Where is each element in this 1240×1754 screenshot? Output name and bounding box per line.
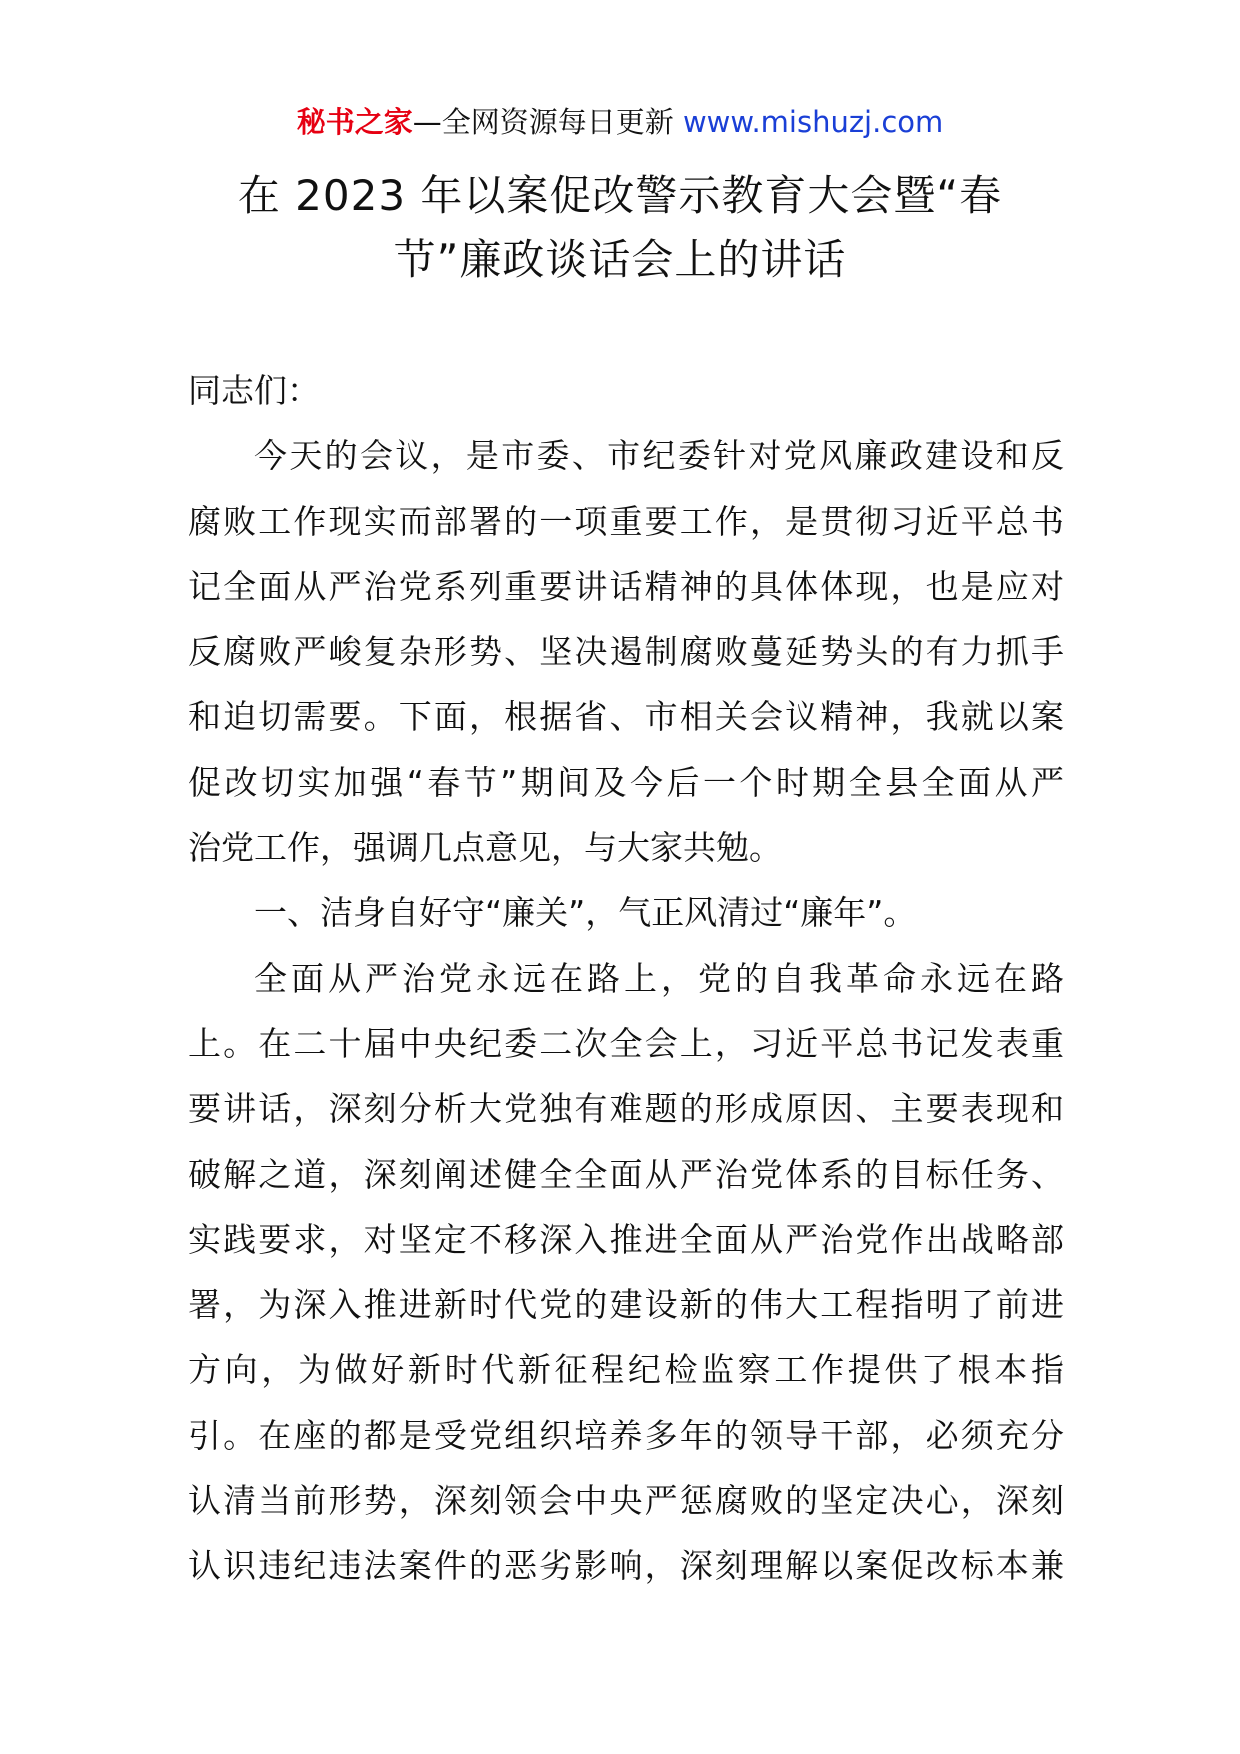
paragraph-2-line-5: 实践要求，对坚定不移深入推进全面从严治党作出战略部: [188, 1219, 1064, 1259]
title-line-1: 在 2023 年以案促改警示教育大会暨“春: [237, 171, 1003, 220]
site-url-link[interactable]: www.mishuzj.com: [682, 105, 944, 139]
paragraph-1-line-4: 反腐败严峻复杂形势、坚决遏制腐败蔓延势头的有力抓手: [188, 632, 1064, 672]
paragraph-2-line-6: 署，为深入推进新时代党的建设新的伟大工程指明了前进: [188, 1285, 1064, 1325]
paragraph-2-line-9: 认清当前形势，深刻领会中央严惩腐败的坚定决心，深刻: [188, 1481, 1064, 1521]
paragraph-2-line-3: 要讲话，深刻分析大党独有难题的形成原因、主要表现和: [188, 1089, 1064, 1129]
paragraph-1-line-6: 促改切实加强“春节”期间及今后一个时期全县全面从严: [188, 762, 1064, 802]
paragraph-2-line-2: 上。在二十届中央纪委二次全会上，习近平总书记发表重: [188, 1023, 1064, 1063]
document-body: [188, 358, 1064, 1599]
paragraph-1-line-2: 腐败工作现实而部署的一项重要工作，是贯彻习近平总书: [188, 501, 1064, 541]
salutation: 同志们：: [188, 371, 320, 410]
document-title: [200, 164, 1040, 292]
paragraph-2-line-8: 引。在座的都是受党组织培养多年的领导干部，必须充分: [188, 1415, 1064, 1455]
paragraph-2-line-7: 方向，为做好新时代新征程纪检监察工作提供了根本指: [188, 1350, 1064, 1390]
paragraph-2-line-10: 认识违纪违法案件的恶劣影响，深刻理解以案促改标本兼: [188, 1546, 1064, 1586]
paragraph-1-line-3: 记全面从严治党系列重要讲话精神的具体体现，也是应对: [188, 566, 1064, 606]
paragraph-1-line-1: 今天的会议，是市委、市纪委针对党风廉政建设和反: [254, 436, 1064, 476]
paragraph-1-line-7: 治党工作，强调几点意见，与大家共勉。: [188, 828, 782, 868]
site-brand: 秘书之家: [296, 105, 413, 139]
section-heading-1: 一、洁身自好守“廉关”，气正风清过“廉年”。: [254, 893, 917, 933]
site-slogan: —全网资源每日更新: [412, 105, 683, 139]
paragraph-1-line-5: 和迫切需要。下面，根据省、市相关会议精神，我就以案: [188, 697, 1064, 737]
title-line-2: 节”廉政谈话会上的讲话: [393, 235, 847, 284]
paragraph-2-line-1: 全面从严治党永远在路上，党的自我革命永远在路: [254, 958, 1064, 998]
site-header: [0, 102, 1240, 142]
paragraph-2-line-4: 破解之道，深刻阐述健全全面从严治党体系的目标任务、: [188, 1154, 1064, 1194]
